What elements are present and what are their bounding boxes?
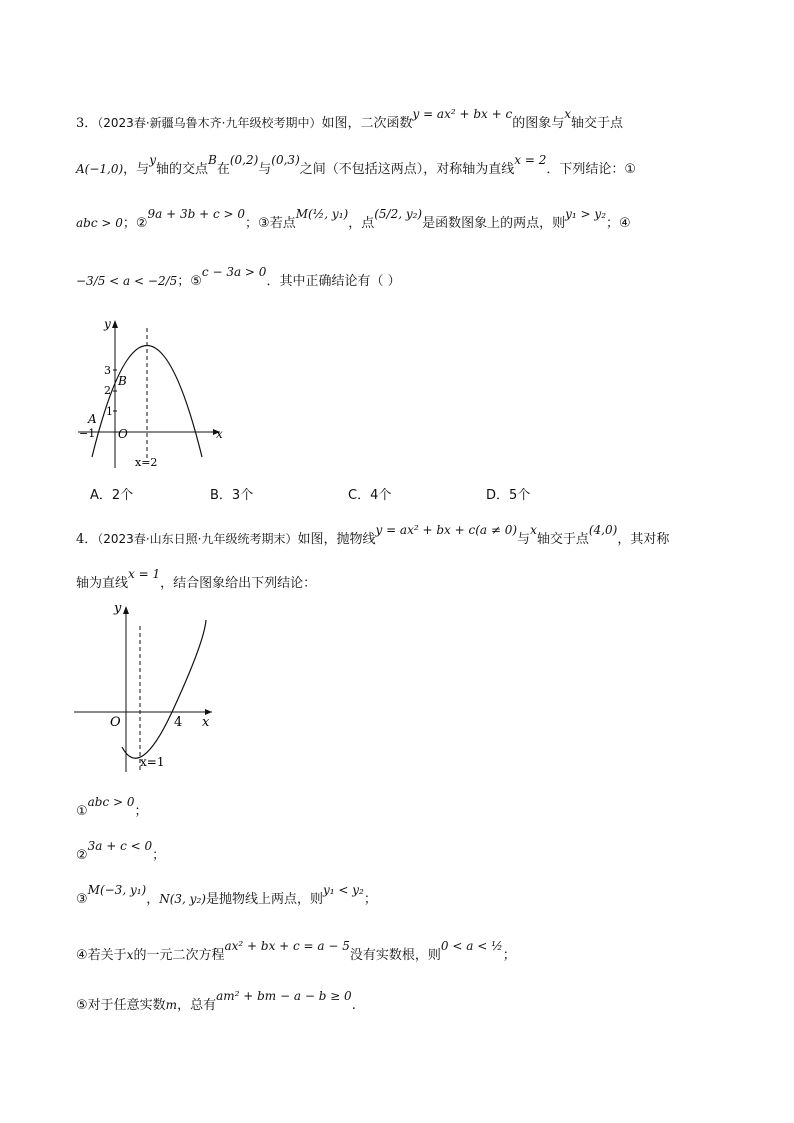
q3-point-A: A xyxy=(88,412,97,426)
q4-graph xyxy=(70,600,230,775)
q3-label-neg1: −1 xyxy=(79,427,96,440)
q3-number: 3． xyxy=(76,116,98,131)
q3-conclusion-1: abc > 0 xyxy=(76,216,123,230)
q4-statement-1: ①abc > 0； xyxy=(76,795,148,819)
q4-axis-label: x=1 xyxy=(140,755,165,769)
q3-conclusion-4: −3/5 < a < −2/5 xyxy=(76,274,178,288)
q4-origin-label: O xyxy=(110,715,121,730)
option-a[interactable]: A．2个 xyxy=(90,488,134,503)
q4-label-4: 4 xyxy=(174,715,183,730)
option-c[interactable]: C．4个 xyxy=(348,488,392,503)
q3-source: （2023春·新疆乌鲁木齐·九年级校考期中） xyxy=(97,116,322,130)
option-d[interactable]: D．5个 xyxy=(486,488,531,503)
q4-x-label: x xyxy=(202,715,210,730)
q4-y-label: y xyxy=(114,601,122,616)
q3-graph xyxy=(70,310,240,475)
q4-line-2: 轴为直线x = 1，结合图象给出下列结论： xyxy=(76,567,317,591)
q3-line-3: abc > 0；②9a + 3b + c > 0；③若点M(½, y₁)，点(5/2, y₂)是函数图象上的两点，则y₁ > y₂；④ xyxy=(76,207,631,231)
q3-function: y = ax² + bx + c xyxy=(412,107,513,121)
q4-source: （2023春·山东日照·九年级统考期末） xyxy=(97,532,298,546)
q4-parabola xyxy=(122,620,206,758)
q3-line-2: A(−1,0)，与y轴的交点B在(0,2)与(0,3)之间（不包括这两点），对称轴为直线x = 2．下列结论：① xyxy=(76,153,637,177)
q3-point-B: B xyxy=(118,374,127,388)
q3-label-3: 3 xyxy=(104,364,111,377)
q4-line-1: 4．（2023春·山东日照·九年级统考期末）如图，抛物线y = ax² + bx + c(a ≠ 0)与x轴交于点(4,0)，其对称 xyxy=(76,523,670,547)
q3-line-1: 3．（2023春·新疆乌鲁木齐·九年级校考期中）如图，二次函数y = ax² + bx + c的图象与x轴交于点 xyxy=(76,107,624,131)
q3-axis-label: x=2 xyxy=(135,456,158,469)
q4-y-arrow-icon xyxy=(123,606,129,614)
q3-y-label: y xyxy=(104,317,111,331)
q4-statement-2: ②3a + c < 0； xyxy=(76,839,166,863)
q3-x-label: x xyxy=(216,427,223,441)
q3-y-arrow-icon xyxy=(112,320,118,328)
option-b[interactable]: B．3个 xyxy=(210,488,254,503)
q3-label-1: 1 xyxy=(106,405,113,418)
q4-statement-3: ③M(−3, y₁)，N(3, y₂)是抛物线上两点，则y₁ < y₂； xyxy=(76,883,377,907)
q3-conclusion-2: 9a + 3b + c > 0 xyxy=(147,207,246,221)
q3-label-2: 2 xyxy=(104,384,111,397)
q3-conclusion-5: c − 3a > 0 xyxy=(201,265,267,279)
q4-statement-5: ⑤对于任意实数m，总有am² + bm − a − b ≥ 0. xyxy=(76,989,356,1013)
q4-function: y = ax² + bx + c(a ≠ 0) xyxy=(375,523,518,537)
q4-number: 4． xyxy=(76,532,98,547)
q3-conclusion-3: y₁ > y₂ xyxy=(565,207,607,221)
q3-line-4: −3/5 < a < −2/5；⑤c − 3a > 0．其中正确结论有（ ） xyxy=(76,265,401,289)
q3-origin-label: O xyxy=(118,427,128,441)
q4-statement-4: ④若关于x的一元二次方程ax² + bx + c = a − 5没有实数根，则0 < a < ½； xyxy=(76,939,516,963)
